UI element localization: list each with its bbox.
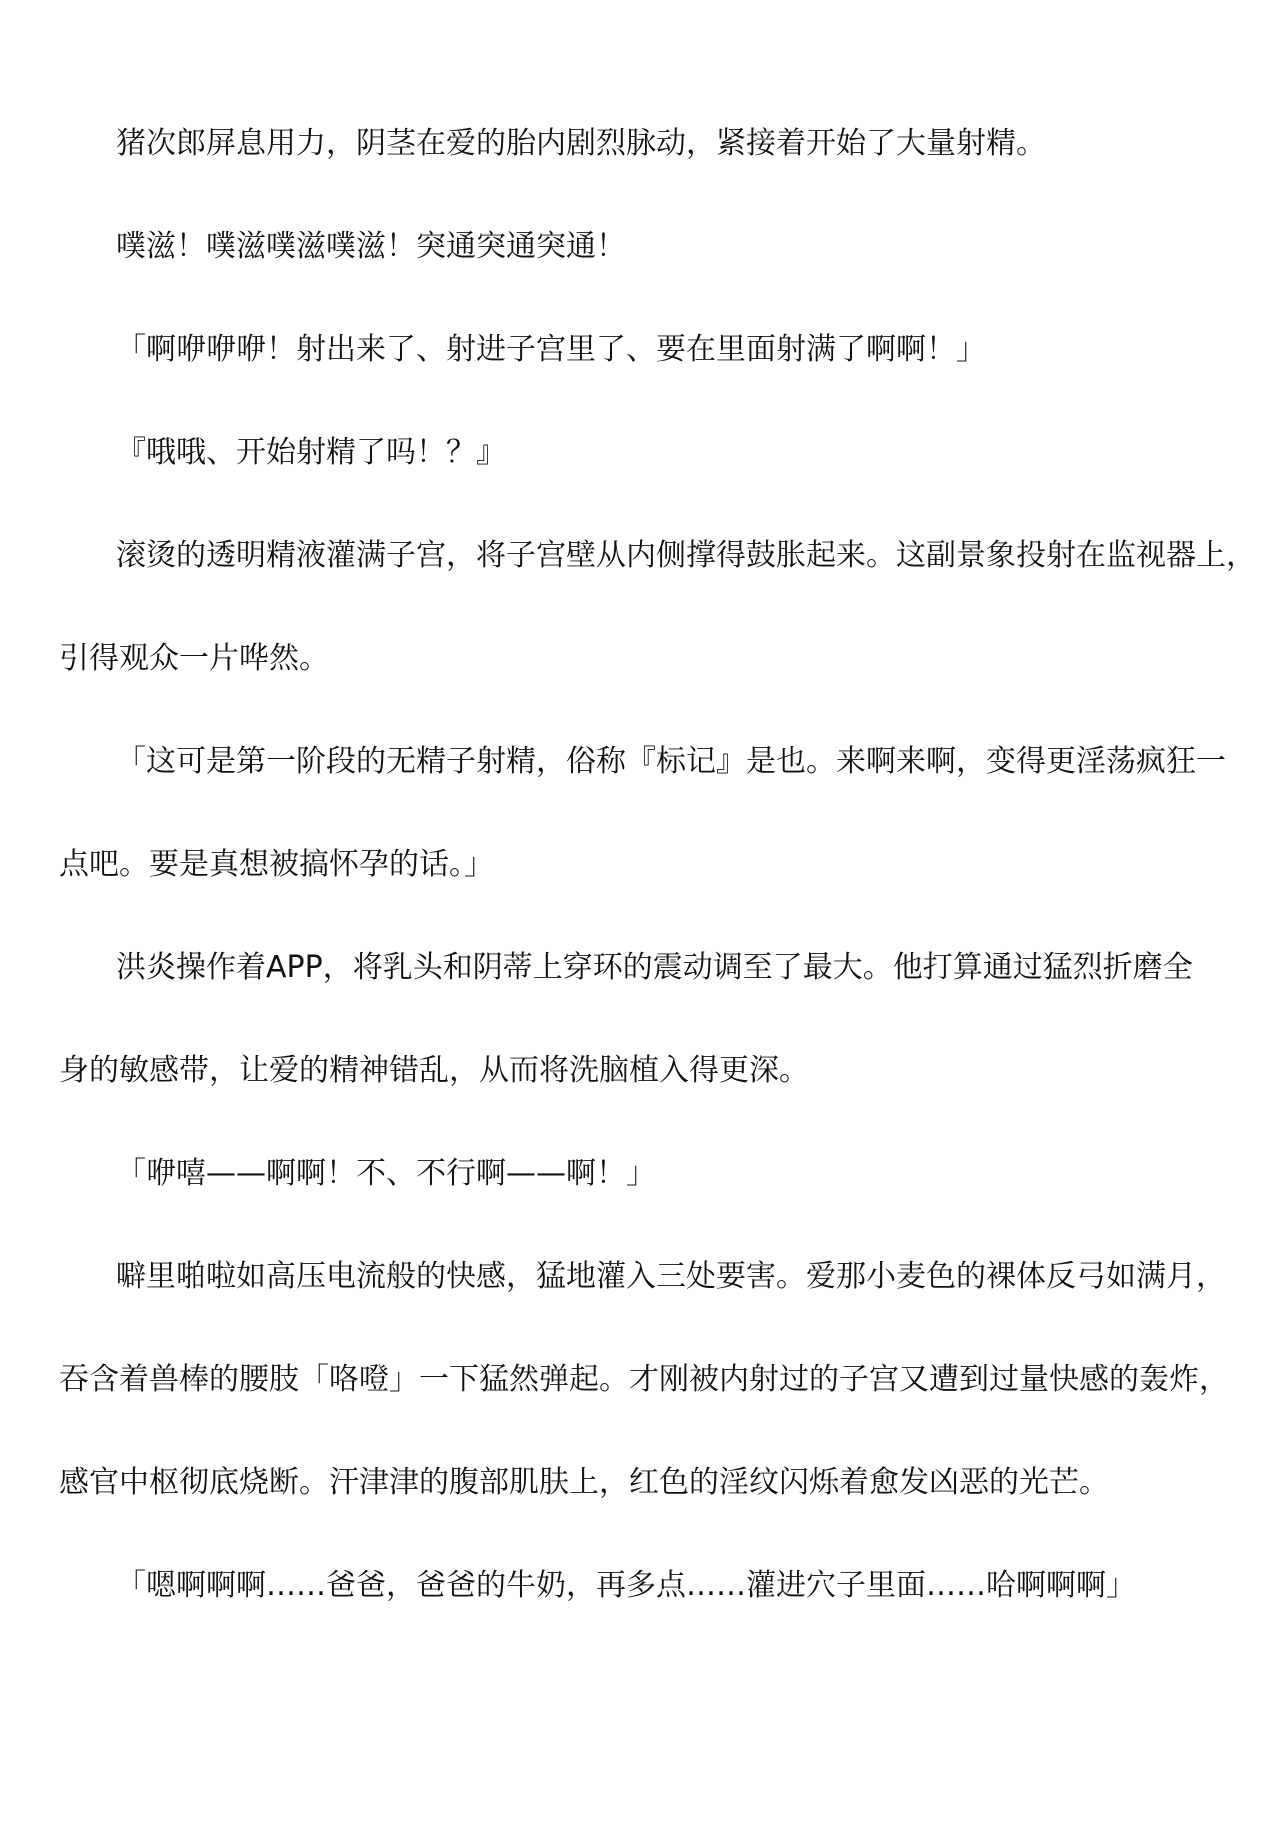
text-line: 噼里啪啦如高压电流般的快感，猛地灌入三处要害。爱那小麦色的裸体反弓如满月， (116, 1259, 1226, 1294)
text-line: 「咿嘻——啊啊！不、不行啊——啊！」 (116, 1156, 656, 1191)
paragraph (59, 1225, 1249, 1534)
text-line: 滚烫的透明精液灌满子宫，将子宫壁从内侧撑得鼓胀起来。这副景象投射在监视器上， (116, 538, 1256, 573)
paragraph (59, 92, 1249, 195)
paragraph (59, 504, 1256, 710)
text-line: 噗滋！噗滋噗滋噗滋！突通突通突通！ (116, 229, 626, 264)
paragraph (59, 916, 1249, 1122)
text-line: 「这可是第一阶段的无精子射精，俗称『标记』是也。来啊来啊，变得更淫荡疯狂一 (116, 744, 1226, 779)
paragraph (59, 298, 1249, 401)
document-body (59, 92, 1256, 1637)
text-line: 『哦哦、开始射精了吗！？』 (116, 435, 506, 470)
paragraph (59, 1122, 1249, 1225)
text-line: 「嗯啊啊啊……爸爸，爸爸的牛奶，再多点……灌进穴子里面……哈啊啊啊」 (116, 1568, 1136, 1603)
paragraph (59, 1534, 1249, 1637)
text-line: 点吧。要是真想被搞怀孕的话。」 (59, 847, 494, 882)
text-line: 「啊咿咿咿！射出来了、射进子宫里了、要在里面射满了啊啊！」 (116, 332, 986, 367)
text-line: 引得观众一片哗然。 (59, 641, 329, 676)
text-line: 吞含着兽棒的腰肢「咯噔」一下猛然弹起。才刚被内射过的子宫又遭到过量快感的轰炸， (59, 1362, 1229, 1397)
text-line: 感官中枢彻底烧断。汗津津的腹部肌肤上，红色的淫纹闪烁着愈发凶恶的光芒。 (59, 1465, 1109, 1500)
paragraph (59, 710, 1249, 916)
paragraph (59, 401, 1249, 504)
paragraph (59, 195, 1249, 298)
text-line: 身的敏感带，让爱的精神错乱，从而将洗脑植入得更深。 (59, 1053, 809, 1088)
text-line: 猪次郎屏息用力，阴茎在爱的胎内剧烈脉动，紧接着开始了大量射精。 (116, 126, 1046, 161)
text-line: 洪炎操作着APP，将乳头和阴蒂上穿环的震动调至了最大。他打算通过猛烈折磨全 (116, 950, 1193, 985)
